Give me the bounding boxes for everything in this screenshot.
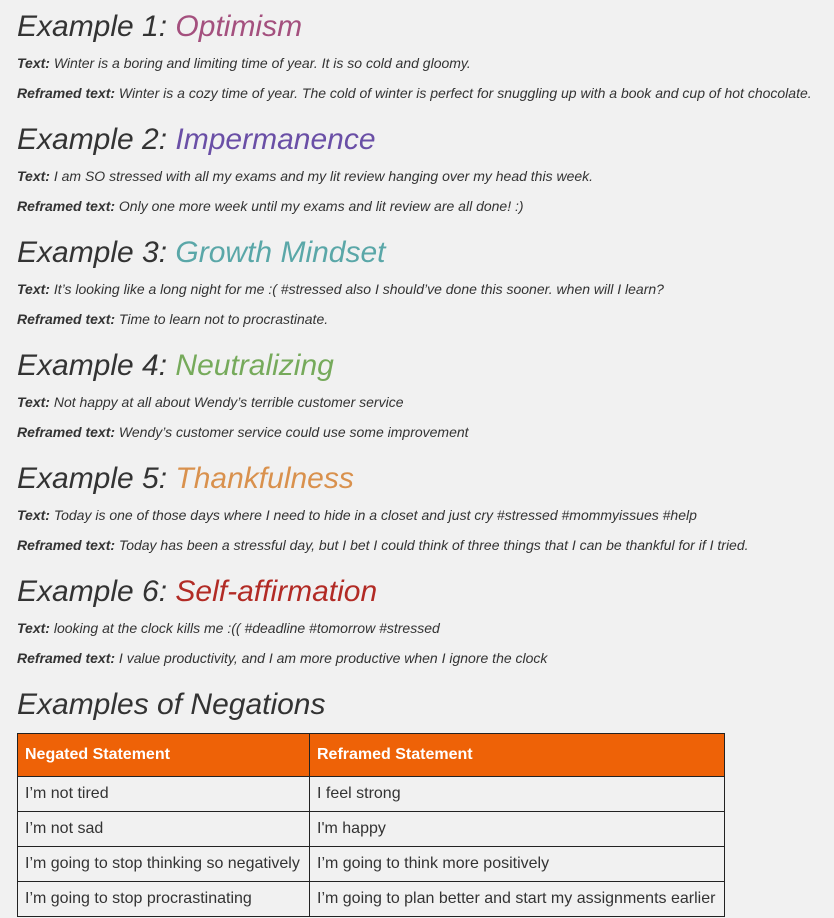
negations-table (17, 733, 725, 917)
reframed-text-line (17, 197, 829, 215)
example-heading (17, 339, 829, 384)
reframed-text: Winter is a cozy time of year. The cold of winter is perfect for snuggling up with a book and cup of hot chocolate. (118, 85, 812, 101)
text-label: Text: (17, 394, 50, 410)
original-text: Not happy at all about Wendy’s terrible customer service (53, 394, 404, 410)
original-text-line (17, 280, 829, 298)
reframed-label: Reframed text: (17, 85, 116, 101)
original-text: It’s looking like a long night for me :( #stressed also I should’ve done this sooner. when will I learn? (53, 281, 664, 297)
example-number: Example 4: (17, 349, 168, 382)
column-header-negated: Negated Statement (18, 734, 310, 777)
original-text-line (17, 393, 829, 411)
theme-name: Optimism (175, 10, 303, 43)
original-text-line (17, 619, 829, 637)
text-label: Text: (17, 620, 50, 636)
example-heading (17, 0, 829, 45)
negations-section (17, 678, 829, 917)
original-text-line (17, 167, 829, 185)
original-text: Winter is a boring and limiting time of year. It is so cold and gloomy. (53, 55, 471, 71)
theme-name: Impermanence (175, 123, 376, 156)
example-neutralizing (17, 339, 829, 452)
reframed-label: Reframed text: (17, 650, 116, 666)
example-number: Example 2: (17, 123, 168, 156)
example-self-affirmation (17, 565, 829, 678)
example-impermanence (17, 113, 829, 226)
example-number: Example 6: (17, 575, 168, 608)
text-label: Text: (17, 55, 50, 71)
example-thankfulness (17, 452, 829, 565)
reframed-text-line (17, 84, 829, 102)
original-text: I am SO stressed with all my exams and my lit review hanging over my head this week. (53, 168, 594, 184)
example-heading (17, 226, 829, 271)
example-heading (17, 565, 829, 610)
example-optimism (17, 0, 829, 113)
negations-heading: Examples of Negations (17, 688, 326, 721)
negated-cell: I’m going to stop procrastinating (18, 882, 310, 917)
reframed-cell: I feel strong (310, 777, 725, 812)
reframed-label: Reframed text: (17, 198, 116, 214)
negated-cell: I’m not sad (18, 812, 310, 847)
original-text: Today is one of those days where I need to hide in a closet and just cry #stressed #mommyissues #help (53, 507, 697, 523)
reframed-cell: I’m going to think more positively (310, 847, 725, 882)
theme-name: Neutralizing (175, 349, 334, 382)
table-row (18, 847, 725, 882)
original-text-line (17, 506, 829, 524)
negated-cell: I’m not tired (18, 777, 310, 812)
article-body (17, 0, 829, 917)
text-label: Text: (17, 168, 50, 184)
table-row (18, 777, 725, 812)
reframed-text-line (17, 536, 829, 554)
original-text-line (17, 54, 829, 72)
example-number: Example 1: (17, 10, 168, 43)
reframed-text: I value productivity, and I am more productive when I ignore the clock (118, 650, 548, 666)
table-header-row (18, 734, 725, 777)
text-label: Text: (17, 507, 50, 523)
reframed-label: Reframed text: (17, 311, 116, 327)
table-row (18, 882, 725, 917)
reframed-text: Today has been a stressful day, but I bet I could think of three things that I can be thankful for if I tried. (118, 537, 749, 553)
theme-name: Growth Mindset (175, 236, 386, 269)
reframed-text-line (17, 649, 829, 667)
reframed-text-line (17, 423, 829, 441)
column-header-reframed: Reframed Statement (310, 734, 725, 777)
negated-cell: I’m going to stop thinking so negatively (18, 847, 310, 882)
example-heading (17, 113, 829, 158)
reframed-text: Wendy’s customer service could use some improvement (118, 424, 469, 440)
example-number: Example 3: (17, 236, 168, 269)
table-row (18, 812, 725, 847)
example-heading (17, 452, 829, 497)
reframed-text: Only one more week until my exams and lit review are all done! :) (118, 198, 524, 214)
reframed-cell: I’m going to plan better and start my assignments earlier (310, 882, 725, 917)
reframed-text-line (17, 310, 829, 328)
reframed-label: Reframed text: (17, 537, 116, 553)
theme-name: Self-affirmation (175, 575, 378, 608)
example-growth-mindset (17, 226, 829, 339)
text-label: Text: (17, 281, 50, 297)
theme-name: Thankfulness (175, 462, 354, 495)
original-text: looking at the clock kills me :(( #deadline #tomorrow #stressed (53, 620, 440, 636)
example-number: Example 5: (17, 462, 168, 495)
reframed-label: Reframed text: (17, 424, 116, 440)
reframed-text: Time to learn not to procrastinate. (118, 311, 329, 327)
reframed-cell: I'm happy (310, 812, 725, 847)
